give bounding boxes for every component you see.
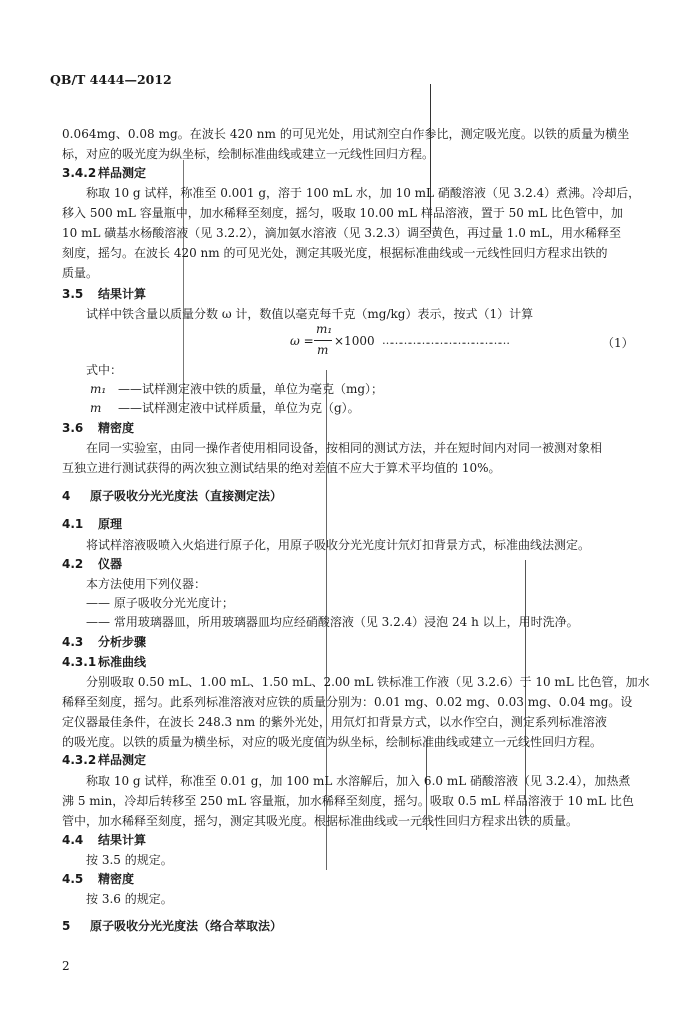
section-heading — [62, 832, 146, 848]
section-title: 精密度 — [98, 421, 135, 435]
section-number: 4.2 — [62, 557, 84, 571]
paragraph-line: 试样中铁含量以质量分数 ω 计，数值以毫克每千克（mg/kg）表示，按式（1）计算 — [86, 307, 534, 321]
section-heading — [62, 286, 146, 302]
formula-leader-dots: …………………………………… — [382, 334, 508, 347]
variable-symbol: m — [90, 401, 102, 415]
paragraph-line: 的吸光度。以铁的质量为横坐标，对应的吸光度值为纵坐标，绘制标准曲线或建立一元线性回归方程。 — [62, 735, 603, 749]
paragraph-line: 互独立进行测试获得的两次独立测试结果的绝对差值不应大于算术平均值的 10%。 — [62, 461, 501, 475]
formula-numerator: m₁ — [316, 322, 333, 336]
section-number: 3.4.2 — [62, 166, 97, 180]
paragraph-line: 称取 10 g 试样，称准至 0.01 g，加 100 mL 水溶解后，加入 6.0 mL 硝酸溶液（见 3.2.4），加热煮 — [86, 774, 631, 788]
section-number: 5 — [62, 919, 71, 933]
paragraph-line: 按 3.6 的规定。 — [86, 892, 173, 906]
paragraph-line: 分别吸取 0.50 mL、1.00 mL、1.50 mL、2.00 mL 铁标准工作液（见 3.2.6）于 10 mL 比色管，加水 — [86, 675, 650, 689]
section-title: 原理 — [98, 517, 123, 531]
section-heading — [62, 654, 146, 670]
section-number: 3.6 — [62, 421, 84, 435]
section-title: 样品测定 — [98, 753, 147, 767]
section-title: 仪器 — [98, 557, 123, 571]
section-title: 样品测定 — [98, 166, 147, 180]
paragraph-line: 质量。 — [62, 266, 99, 280]
paragraph-line: 在同一实验室，由同一操作者使用相同设备，按相同的测试方法，并在短时间内对同一被测对象相 — [86, 441, 603, 455]
paragraph-line: 移入 500 mL 容量瓶中，加水稀释至刻度，摇匀，吸取 10.00 mL 样品溶液，置于 50 mL 比色管中，加 — [62, 206, 623, 220]
paragraph-line: 定仪器最佳条件，在波长 248.3 nm 的紫外光处，用氘灯扣背景方式，以水作空白，测定系列标准溶液 — [62, 715, 607, 729]
section-heading — [62, 634, 146, 650]
paragraph-line: 按 3.5 的规定。 — [86, 853, 173, 867]
formula-denominator: m — [317, 343, 329, 357]
formula-lhs: ω = — [290, 334, 314, 348]
paragraph-line: 沸 5 min，冷却后转移至 250 mL 容量瓶，加水稀释至刻度，摇匀。吸取 0.5 mL 样品溶液于 10 mL 比色 — [62, 794, 634, 808]
paragraph-line: 刻度，摇匀。在波长 420 nm 的可见光处，测定其吸光度，根据标准曲线或一元线性回归方程求出铁的 — [62, 246, 608, 260]
paragraph-line: 10 mL 磺基水杨酸溶液（见 3.2.2），滴加氨水溶液（见 3.2.3）调至黄色，再过量 1.0 mL，用水稀释至 — [62, 226, 622, 240]
variable-definition — [90, 381, 383, 397]
section-number: 4.1 — [62, 517, 84, 531]
document-header: QB/T 4444—2012 — [50, 72, 172, 87]
section-heading — [62, 420, 134, 436]
paragraph-line: 0.064mg、0.08 mg。在波长 420 nm 的可见光处，用试剂空白作参比，测定吸光度。以铁的质量为横坐 — [62, 127, 630, 141]
list-item: —— 常用玻璃器皿，所用玻璃器皿均应经硝酸溶液（见 3.2.4）浸泡 24 h 以上，用时洗净。 — [86, 615, 579, 629]
variable-description: ——试样测定液中试样质量，单位为克（g）。 — [118, 401, 360, 415]
section-heading — [62, 752, 146, 768]
section-number: 4.3.2 — [62, 753, 97, 767]
fraction-bar — [314, 340, 332, 341]
paragraph-line: 管中，加水稀释至刻度，摇匀，测定其吸光度。根据标准曲线或一元线性回归方程求出铁的质量。 — [62, 814, 579, 828]
section-number: 4 — [62, 489, 71, 503]
paragraph-line: 标，对应的吸光度为纵坐标，绘制标准曲线或建立一元线性回归方程。 — [62, 147, 435, 161]
section-title: 精密度 — [98, 872, 135, 886]
section-title: 标准曲线 — [98, 655, 147, 669]
list-item: —— 原子吸收分光光度计； — [86, 596, 234, 610]
variable-description: ——试样测定液中铁的质量，单位为毫克（mg）； — [118, 382, 384, 396]
equation-number: （1） — [602, 336, 634, 350]
formula-1 — [290, 322, 640, 364]
section-number: 3.5 — [62, 287, 84, 301]
section-heading — [62, 516, 122, 532]
section-title: 结果计算 — [98, 287, 147, 301]
section-title: 原子吸收分光光度法（直接测定法） — [90, 489, 283, 503]
formula-rhs: ×1000 — [334, 334, 375, 348]
section-number: 4.5 — [62, 872, 84, 886]
paragraph-line: 称取 10 g 试样，称准至 0.001 g，溶于 100 mL 水，加 10 mL 硝酸溶液（见 3.2.4）煮沸。冷却后， — [86, 186, 641, 200]
section-number: 4.3.1 — [62, 655, 97, 669]
section-heading — [62, 871, 134, 887]
paragraph-line: 将试样溶液吸喷入火焰进行原子化，用原子吸收分光光度计氘灯扣背景方式，标准曲线法测定。 — [86, 538, 591, 552]
section-number: 4.4 — [62, 833, 84, 847]
section-title: 分析步骤 — [98, 635, 147, 649]
section-heading — [62, 165, 146, 181]
where-label: 式中： — [86, 363, 123, 377]
variable-definition — [90, 400, 360, 416]
paragraph-line: 本方法使用下列仪器： — [86, 577, 207, 591]
section-title: 原子吸收分光光度法（络合萃取法） — [90, 919, 283, 933]
section-heading — [62, 556, 122, 572]
section-heading — [62, 918, 282, 934]
section-number: 4.3 — [62, 635, 84, 649]
section-heading — [62, 488, 282, 504]
page-number: 2 — [62, 959, 70, 973]
section-title: 结果计算 — [98, 833, 147, 847]
paragraph-line: 稀释至刻度，摇匀。此系列标准溶液对应铁的质量分别为：0.01 mg、0.02 mg、0.03 mg、0.04 mg。设 — [62, 695, 633, 709]
variable-symbol: m₁ — [90, 382, 107, 396]
